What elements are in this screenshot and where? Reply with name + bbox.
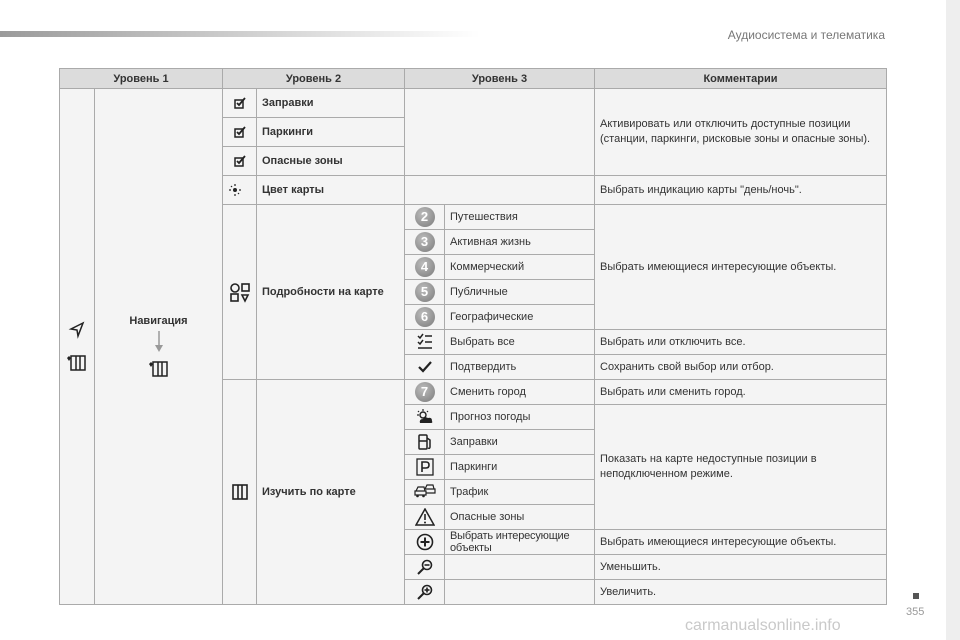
danger-zones-label[interactable]: Опасные зоны	[257, 147, 405, 176]
column-header-level3: Уровень 3	[405, 69, 595, 89]
arrow-down-icon	[154, 331, 164, 353]
confirm-label[interactable]: Подтвердить	[445, 355, 595, 380]
comment-show-offline: Показать на карте недоступные позиции в неподключенном режиме.	[595, 405, 887, 530]
comment-select-poi: Выбрать имеющиеся интересующие объекты.	[595, 205, 887, 330]
poi-number-badge: 4	[415, 257, 435, 277]
empty-cell	[405, 176, 595, 205]
empty-cell	[405, 89, 595, 176]
select-poi-label[interactable]: Выбрать интересующие объекты	[445, 530, 595, 555]
zoom-out-icon-cell[interactable]	[405, 555, 445, 580]
plus-circle-icon[interactable]	[416, 533, 434, 551]
watermark: carmanualsonline.info	[685, 617, 841, 634]
traffic-icon-cell[interactable]	[405, 480, 445, 505]
traffic-icon[interactable]	[414, 484, 436, 500]
map-details-icon[interactable]	[228, 281, 252, 303]
navigation-menu-table	[59, 68, 887, 605]
poi-badge-cell[interactable]	[405, 305, 445, 330]
empty-cell	[445, 555, 595, 580]
select-all-icon[interactable]	[416, 333, 434, 351]
weather-icon[interactable]	[414, 409, 436, 425]
fuel-pump-icon[interactable]	[417, 433, 433, 451]
comment-save: Сохранить свой выбор или отбор.	[595, 355, 887, 380]
weather-icon-cell[interactable]	[405, 405, 445, 430]
day-night-icon[interactable]	[229, 183, 251, 197]
checkmark-icon[interactable]	[418, 361, 432, 373]
navigation-cell	[95, 89, 223, 605]
fuel-icon-cell[interactable]	[405, 430, 445, 455]
checkbox-checked-icon[interactable]	[233, 154, 247, 168]
poi-badge-cell[interactable]	[405, 255, 445, 280]
poi-badge-cell[interactable]	[405, 230, 445, 255]
warning-triangle-icon[interactable]	[415, 508, 435, 526]
column-header-comments: Комментарии	[595, 69, 887, 89]
column-header-level2: Уровень 2	[223, 69, 405, 89]
fuel-stations-label[interactable]: Заправки	[257, 89, 405, 118]
day-night-icon-cell[interactable]	[223, 176, 257, 205]
checkbox-icon-cell[interactable]	[223, 89, 257, 118]
change-city-badge: 7	[415, 382, 435, 402]
danger-icon-cell[interactable]	[405, 505, 445, 530]
add-poi-icon-cell[interactable]	[405, 530, 445, 555]
zoom-out-icon[interactable]	[416, 559, 434, 575]
confirm-icon-cell[interactable]	[405, 355, 445, 380]
select-all-icon-cell[interactable]	[405, 330, 445, 355]
poi-active-life-label[interactable]: Активная жизнь	[445, 230, 595, 255]
checkbox-checked-icon[interactable]	[233, 96, 247, 110]
traffic-label[interactable]: Трафик	[445, 480, 595, 505]
weather-label[interactable]: Прогноз погоды	[445, 405, 595, 430]
checkbox-icon-cell[interactable]	[223, 118, 257, 147]
change-city-badge-cell[interactable]	[405, 380, 445, 405]
level1-cell	[60, 89, 95, 605]
zoom-in-icon-cell[interactable]	[405, 580, 445, 605]
right-margin-bar	[946, 0, 960, 640]
select-all-label[interactable]: Выбрать все	[445, 330, 595, 355]
zoom-in-icon[interactable]	[416, 584, 434, 600]
column-header-level1: Уровень 1	[60, 69, 223, 89]
poi-number-badge: 3	[415, 232, 435, 252]
checkbox-checked-icon[interactable]	[233, 125, 247, 139]
comment-day-night: Выбрать индикацию карты "день/ночь".	[595, 176, 887, 205]
map-icon	[65, 353, 89, 373]
parking-icon-cell[interactable]	[405, 455, 445, 480]
page-marker	[913, 593, 919, 599]
top-gradient-bar	[0, 31, 480, 37]
navigation-label: Навигация	[129, 314, 188, 327]
comment-select-poi-2: Выбрать имеющиеся интересующие объекты.	[595, 530, 887, 555]
explore-danger-label[interactable]: Опасные зоны	[445, 505, 595, 530]
poi-public-label[interactable]: Публичные	[445, 280, 595, 305]
poi-badge-cell[interactable]	[405, 280, 445, 305]
map-color-label[interactable]: Цвет карты	[257, 176, 405, 205]
table-row	[60, 89, 887, 118]
change-city-label[interactable]: Сменить город	[445, 380, 595, 405]
map-details-icon-cell[interactable]	[223, 205, 257, 380]
explore-parking-label[interactable]: Паркинги	[445, 455, 595, 480]
table-header-row	[60, 69, 887, 89]
comment-zoom-out: Уменьшить.	[595, 555, 887, 580]
map-icon	[147, 359, 171, 379]
map-icon[interactable]	[230, 482, 250, 502]
section-title: Аудиосистема и телематика	[727, 28, 885, 42]
comment-activate: Активировать или отключить доступные позиции (станции, паркинги, рисковые зоны и опасные зоны).	[595, 89, 887, 176]
explore-fuel-label[interactable]: Заправки	[445, 430, 595, 455]
page-number: 355	[906, 606, 925, 618]
poi-commercial-label[interactable]: Коммерческий	[445, 255, 595, 280]
poi-geographic-label[interactable]: Географические	[445, 305, 595, 330]
poi-number-badge: 5	[415, 282, 435, 302]
checkbox-icon-cell[interactable]	[223, 147, 257, 176]
poi-badge-cell[interactable]	[405, 205, 445, 230]
poi-number-badge: 2	[415, 207, 435, 227]
poi-travel-label[interactable]: Путешествия	[445, 205, 595, 230]
parking-label[interactable]: Паркинги	[257, 118, 405, 147]
parking-icon[interactable]	[416, 458, 434, 476]
comment-zoom-in: Увеличить.	[595, 580, 887, 605]
explore-map-label[interactable]: Изучить по карте	[257, 380, 405, 605]
empty-cell	[445, 580, 595, 605]
map-details-label[interactable]: Подробности на карте	[257, 205, 405, 380]
explore-map-icon-cell[interactable]	[223, 380, 257, 605]
comment-select-all: Выбрать или отключить все.	[595, 330, 887, 355]
poi-number-badge: 6	[415, 307, 435, 327]
comment-change-city: Выбрать или сменить город.	[595, 380, 887, 405]
navigation-arrow-icon	[68, 321, 86, 339]
